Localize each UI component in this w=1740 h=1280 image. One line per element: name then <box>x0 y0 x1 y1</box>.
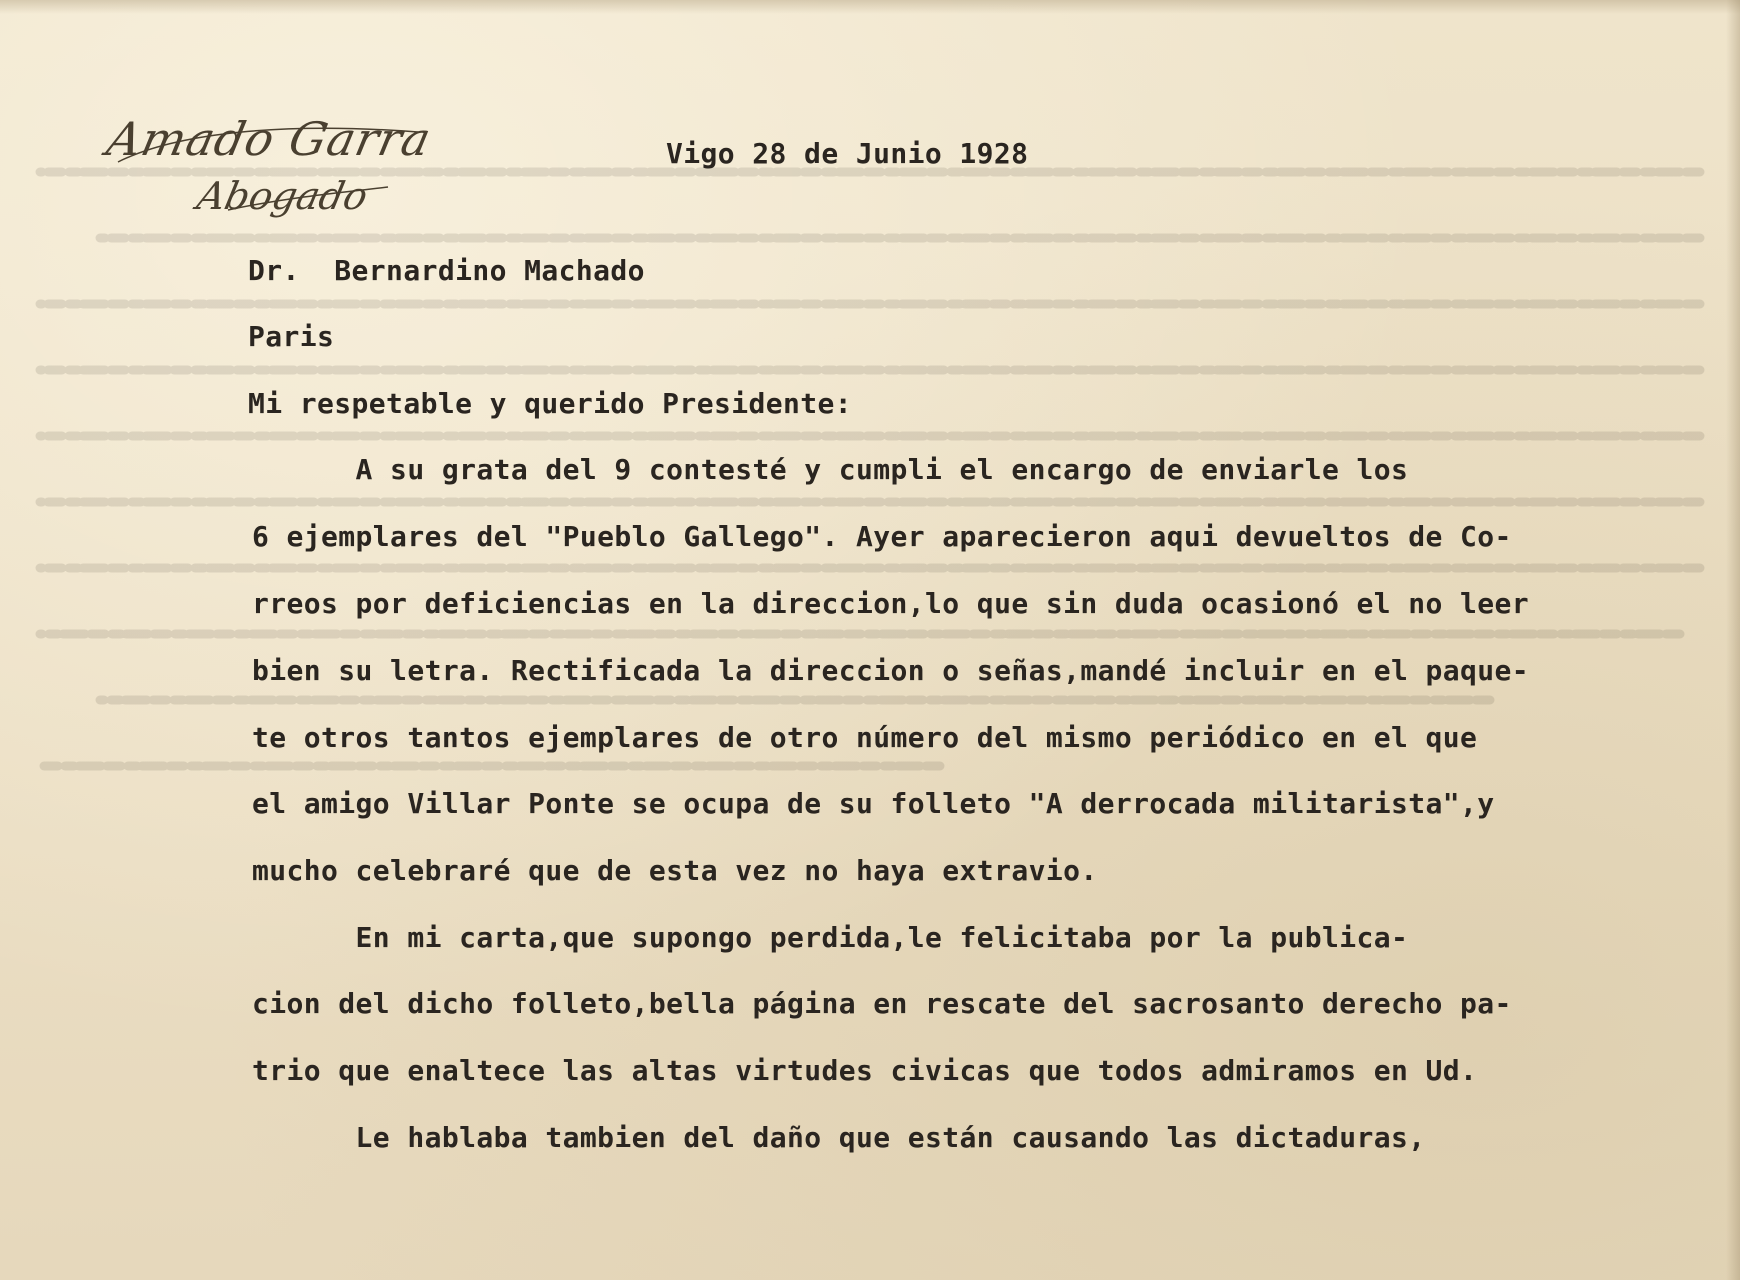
recipient-name: Dr. Bernardino Machado <box>248 254 645 287</box>
letterhead-name: Amado Garra <box>102 112 437 166</box>
body-line: En mi carta,que supongo perdida,le felicitaba por la publica- <box>252 921 1409 954</box>
body-line: Le hablaba tambien del daño que están causando las dictaduras, <box>252 1121 1426 1154</box>
body-line: bien su letra. Rectificada la direccion o señas,mandé incluir en el paque- <box>252 654 1530 687</box>
salutation: Mi respetable y querido Presidente: <box>248 387 853 420</box>
body-line: te otros tantos ejemplares de otro número del mismo periódico en el que <box>252 721 1478 754</box>
body-line: trio que enaltece las altas virtudes civicas que todos admiramos en Ud. <box>252 1054 1478 1087</box>
paper-right-edge <box>1726 0 1740 1280</box>
body-line: cion del dicho folleto,bella página en rescate del sacrosanto derecho pa- <box>252 987 1512 1020</box>
body-line: el amigo Villar Ponte se ocupa de su folleto "A derrocada militarista",y <box>252 787 1495 820</box>
body-line: mucho celebraré que de esta vez no haya extravio. <box>252 854 1098 887</box>
body-line: rreos por deficiencias en la direccion,lo que sin duda ocasionó el no leer <box>252 587 1530 620</box>
letterhead-title: Abogado <box>193 174 372 218</box>
body-line: A su grata del 9 contesté y cumpli el encargo de enviarle los <box>252 453 1409 486</box>
date-line: Vigo 28 de Junio 1928 <box>666 137 1029 170</box>
paper-top-edge <box>0 0 1740 14</box>
letterhead <box>88 92 468 242</box>
body-line: 6 ejemplares del "Pueblo Gallego". Ayer aparecieron aqui devueltos de Co- <box>252 520 1512 553</box>
recipient-city: Paris <box>248 320 335 353</box>
